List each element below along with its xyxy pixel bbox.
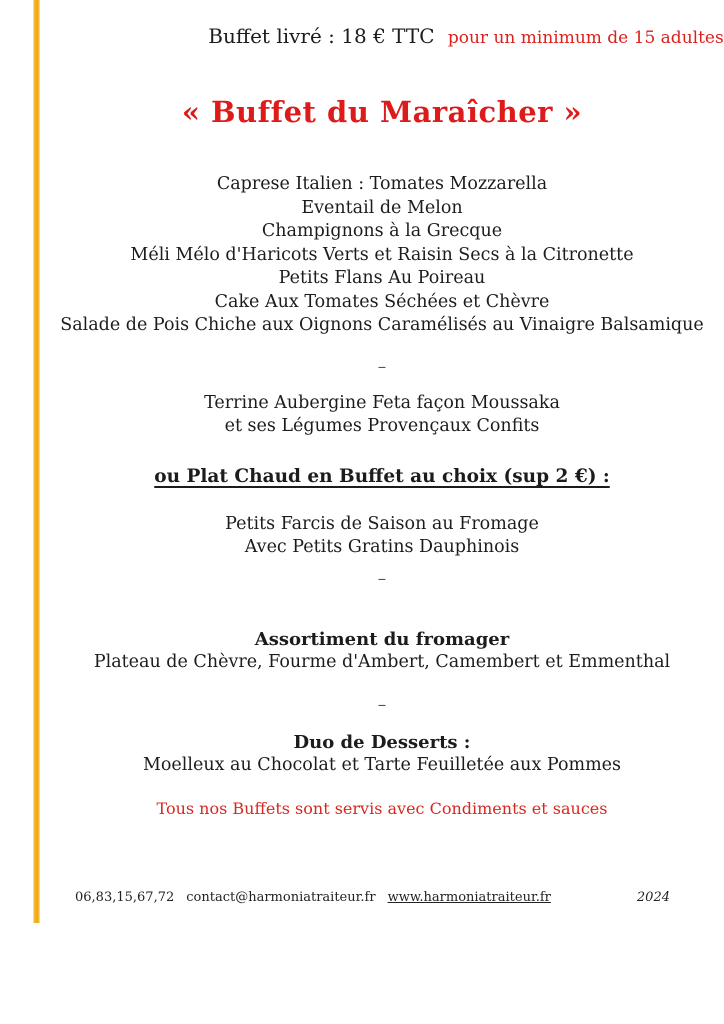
footer (75, 890, 670, 905)
cheese-heading: Assortiment du fromager (254, 628, 510, 650)
email-address: contact@harmoniatraiteur.fr (186, 890, 376, 905)
starter-item: Cake Aux Tomates Séchées et Chèvre (214, 291, 550, 312)
main-dish-block (40, 392, 724, 439)
menu-title: « Buffet du Maraîcher » (181, 95, 583, 129)
separator-dash: – (377, 694, 387, 715)
hot-dish-line: Avec Petits Gratins Dauphinois (244, 537, 520, 557)
phone-number: 06,83,15,67,72 (75, 890, 175, 905)
starter-item: Eventail de Melon (301, 197, 463, 218)
min-adults-text: pour un minimum de 15 adultes (447, 28, 724, 48)
service-note: Tous nos Buffets sont servis avec Condiments et sauces (156, 798, 608, 818)
starter-item: Méli Mélo d'Haricots Verts et Raisin Secs à la Citronette (130, 244, 634, 265)
dessert-heading: Duo de Desserts : (293, 731, 471, 753)
starter-item: Salade de Pois Chiche aux Oignons Caramélisés au Vinaigre Balsamique (60, 315, 704, 335)
hot-dish-block (40, 513, 724, 560)
main-dish-line: Terrine Aubergine Feta façon Moussaka (204, 392, 560, 413)
separator-dash: – (377, 568, 387, 589)
starters-list (40, 173, 724, 338)
separator-dash: – (377, 356, 387, 377)
starter-item: Caprese Italien : Tomates Mozzarella (216, 174, 548, 194)
hot-dish-heading: ou Plat Chaud en Buffet au choix (sup 2 €) : (154, 465, 610, 487)
starter-item: Champignons à la Grecque (261, 221, 503, 241)
header-price-line (208, 0, 724, 48)
main-dish-line: et ses Légumes Provençaux Confits (224, 416, 540, 436)
dessert-line: Moelleux au Chocolat et Tarte Feuilletée aux Pommes (142, 755, 622, 775)
price-text: Buffet livré : 18 € TTC (208, 24, 435, 48)
starter-item: Petits Flans Au Poireau (278, 268, 486, 288)
cheese-line: Plateau de Chèvre, Fourme d'Ambert, Camembert et Emmenthal (93, 652, 671, 672)
year-label: 2024 (636, 890, 670, 905)
hot-dish-line: Petits Farcis de Saison au Fromage (225, 513, 539, 534)
website-link[interactable]: www.harmoniatraiteur.fr (387, 890, 551, 905)
